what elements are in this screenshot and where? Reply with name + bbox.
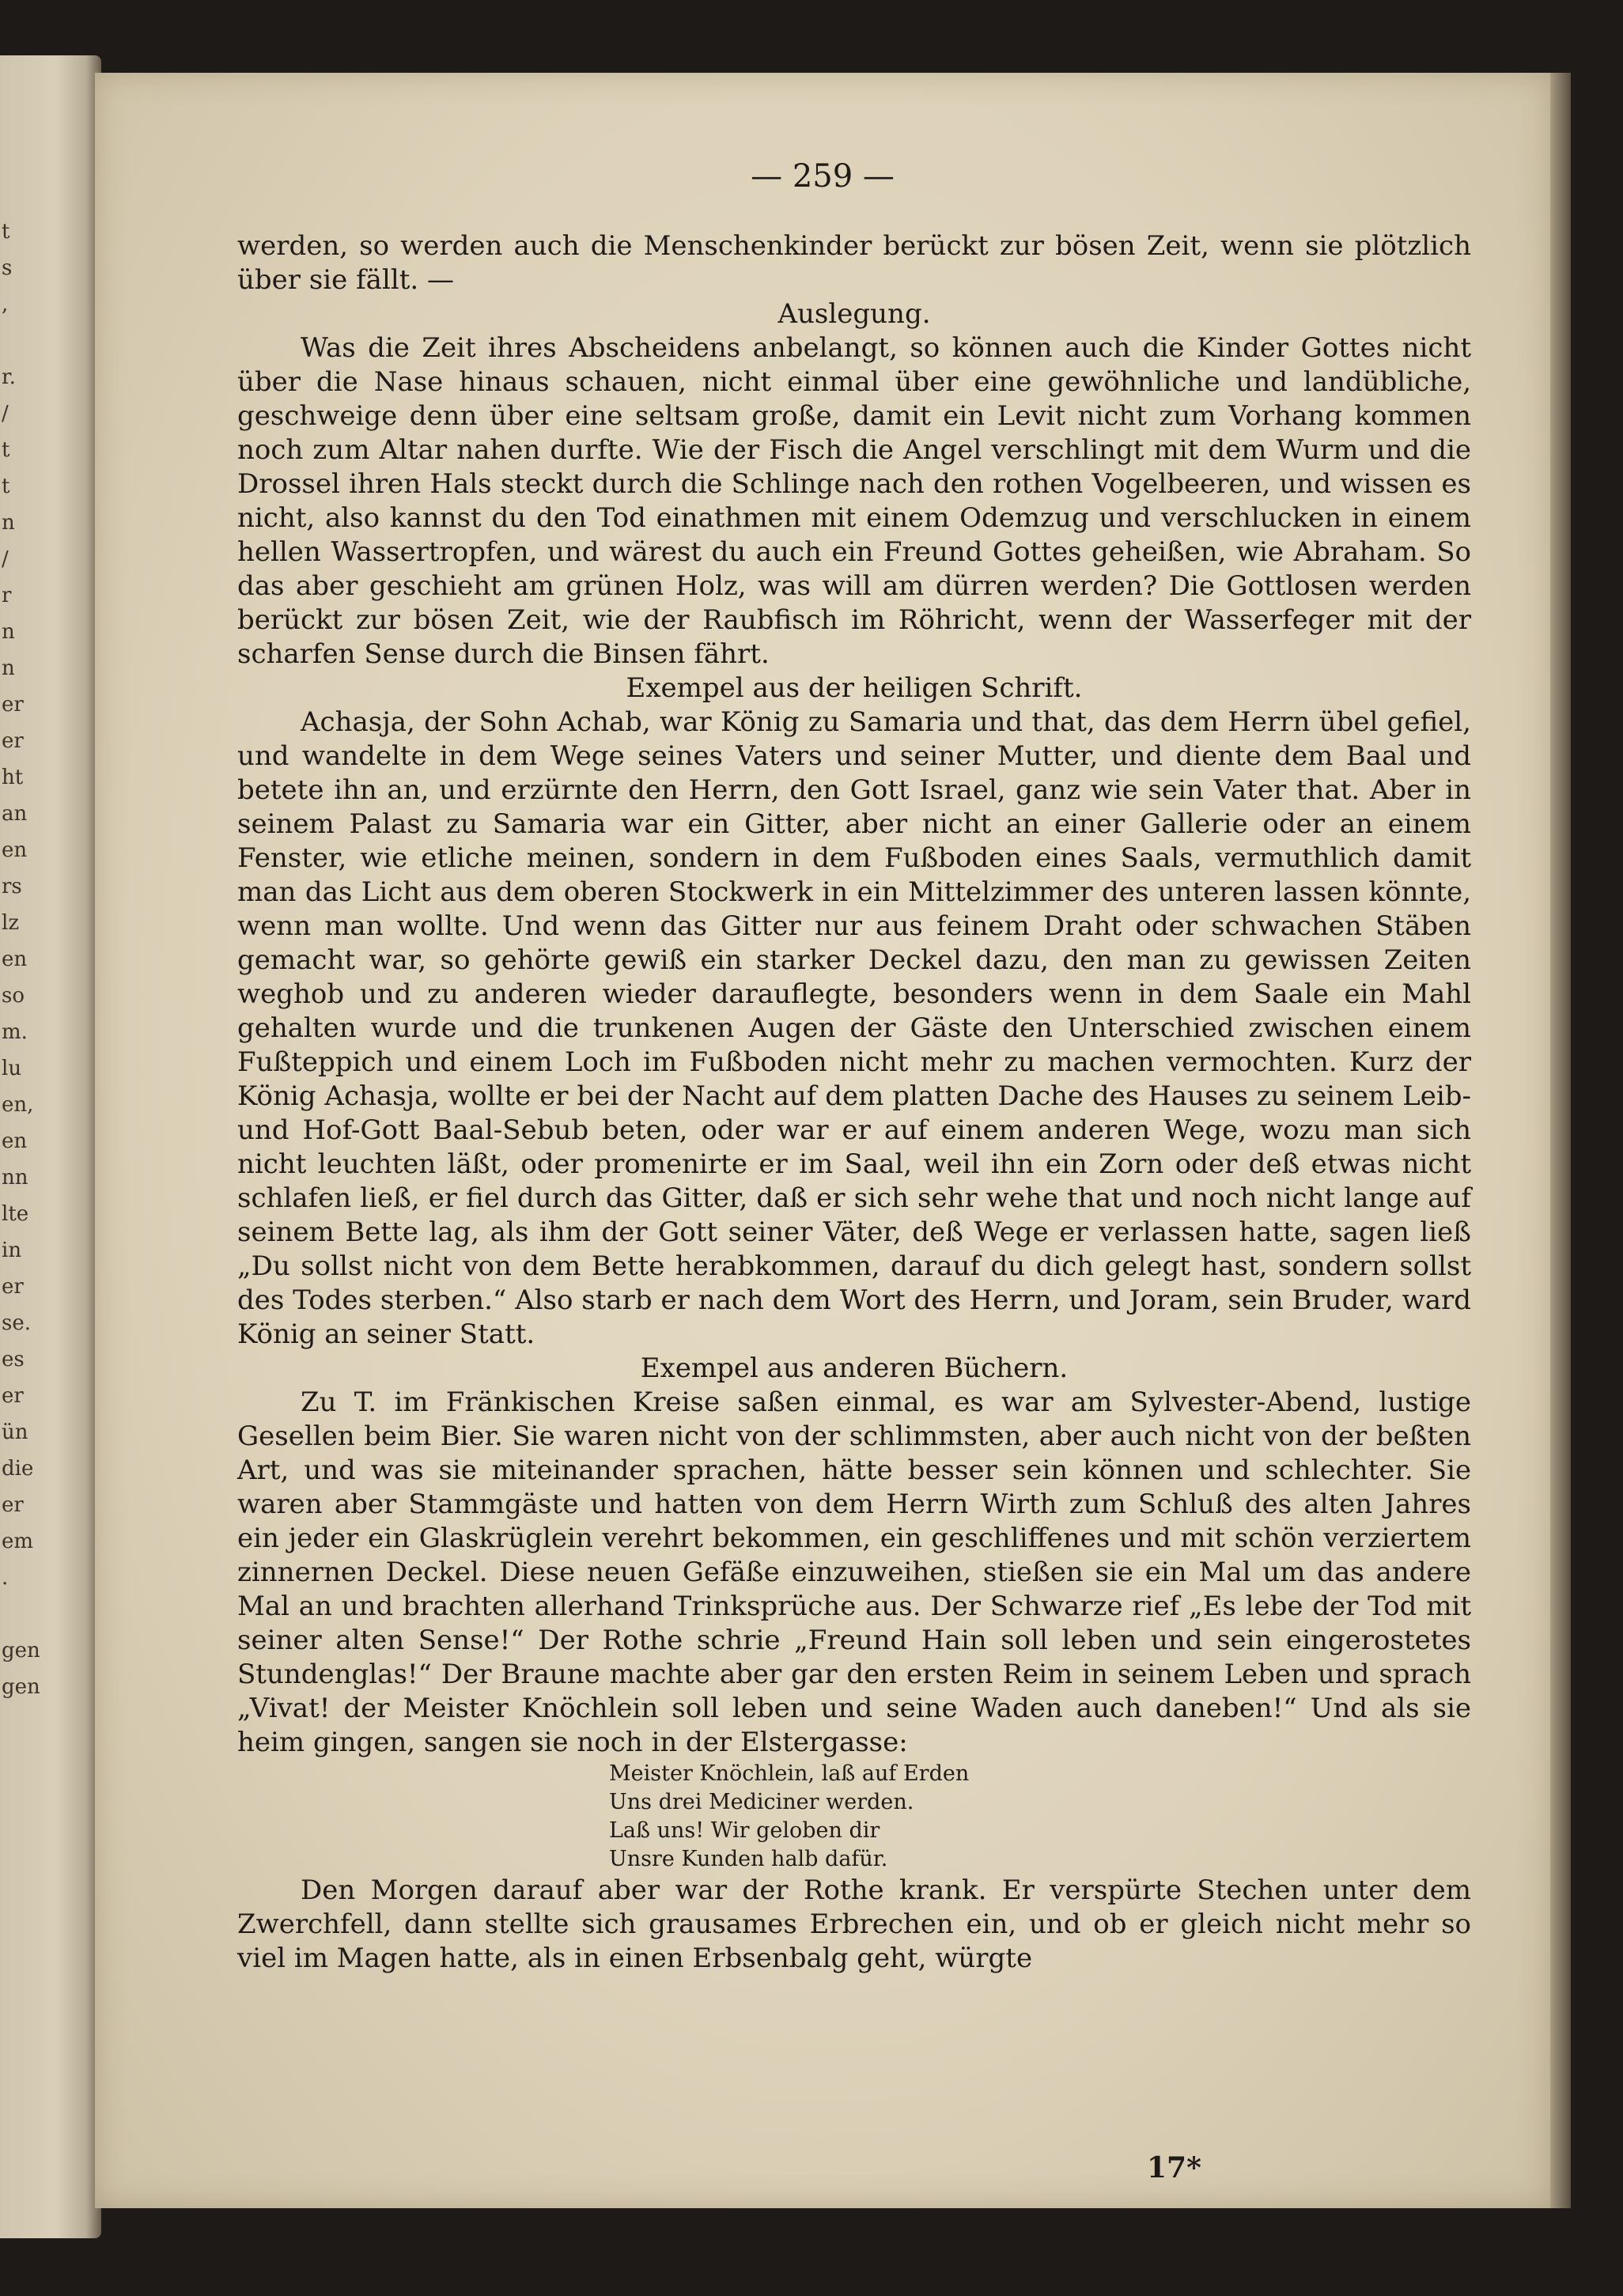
verse-line: Meister Knöchlein, laß auf Erden xyxy=(609,1761,970,1786)
verse-line: Laß uns! Wir geloben dir xyxy=(609,1818,880,1843)
book-page xyxy=(95,73,1550,2208)
page-fore-edge xyxy=(1550,73,1571,2208)
paragraph-3: Achasja, der Sohn Achab, war König zu Samaria und that, das dem Herrn übel gefiel, und wandelte in dem Wege seines Vaters und seiner Mutter, und diente dem Baal und betete ihn an, und erzürnte den Herrn, den Gott Israel, ganz wie sein Vater that. Aber in seinem Palast zu Samaria war ein Gitter, aber nicht an einer Gallerie oder an einem Fenster, wie etliche meinen, sondern in dem Fußboden eines Saals, vermuthlich damit man das Licht aus dem oberen Stockwerk in ein Mittelzimmer des unteren lassen könnte, wenn man wollte. Und wenn das Gitter nur aus feinem Draht oder schwachen Stäben gemacht war, so gehörte gewiß ein starker Deckel dazu, den man zu gewissen Zeiten weghob und zu anderen wieder darauflegte, besonders wenn in dem Saale ein Mahl gehalten wurde und die trunkenen Augen der Gäste den Unterschied zwischen einem Fußteppich und einem Loch im Fußboden nicht mehr zu machen vermochten. Kurz der König Achasja, wollte er bei der Nacht auf dem platten Dache des Hauses zu seinem Leib- und Hof-Gott Baal-Sebub beten, oder war er auf einem anderen Wege, wozu man sich nicht leuchten läßt, oder promenirte er im Saal, weil ihn ein Zorn oder deß etwas nicht schlafen ließ, er fiel durch das Gitter, daß er sich sehr wehe that und noch nicht lange auf seinem Bette lag, als ihm der Gott seiner Väter, deß Wege er verlassen hatte, sagen ließ „Du sollst nicht von dem Bette herabkommen, darauf du dich gelegt hast, sondern sollst des Todes sterben.“ Also starb er nach dem Wort des Herrn, und Joram, sein Bruder, ward König an seiner Statt. xyxy=(237,706,1471,1350)
left-page-edge xyxy=(0,55,101,2238)
signature-mark: 17* xyxy=(1147,2151,1201,2184)
verse-line: Unsre Kunden halb dafür. xyxy=(609,1847,888,1871)
page-body xyxy=(237,229,1471,1976)
paragraph-2: Was die Zeit ihres Abscheidens anbelangt, so können auch die Kinder Gottes nicht über die Nase hinaus schauen, nicht einmal über eine gewöhnliche und landübliche, geschweige denn über eine seltsam große, damit ein Levit nicht zum Vorhang kommen noch zum Altar nahen durfte. Wie der Fisch die Angel verschlingt mit dem Wurm und die Drossel ihren Hals steckt durch die Schlinge nach den rothen Vogelbeeren, und wissen es nicht, also kannst du den Tod einathmen mit einem Odemzug und verschlucken in einem hellen Wassertropfen, und wärest du auch ein Freund Gottes geheißen, wie Abraham. So das aber geschieht am grünen Holz, was will am dürren werden? Die Gottlosen werden berückt zur bösen Zeit, wie der Raubfisch im Röhricht, wenn der Wasserfeger mit der scharfen Sense durch die Binsen fährt. xyxy=(237,332,1471,670)
heading-auslegung: Auslegung. xyxy=(777,298,931,330)
verse-line: Uns drei Mediciner werden. xyxy=(609,1790,914,1814)
paragraph-1: werden, so werden auch die Menschenkinder berückt zur bösen Zeit, wenn sie plötzlich über sie fällt. — xyxy=(237,230,1471,296)
heading-exempel-buecher: Exempel aus anderen Büchern. xyxy=(640,1352,1069,1384)
left-page-edge-text: t s , r. / t t n / r n n er er ht an en rs lz en so m. lu en, en nn lte in er se. es er ün die er em . gen gen xyxy=(2,220,40,1699)
page-number: — 259 — xyxy=(751,158,895,195)
paragraph-4: Zu T. im Fränkischen Kreise saßen einmal, es war am Sylvester-Abend, lustige Gesellen beim Bier. Sie waren nicht von der schlimmsten, aber auch nicht von der beßten Art, und was sie miteinander sprachen, hätte besser sein können und schlechter. Sie waren aber Stammgäste und hatten von dem Herrn Wirth zum Schluß des alten Jahres ein jeder ein Glaskrüglein verehrt bekommen, ein geschliffenes und mit schön verziertem zinnernen Deckel. Diese neuen Gefäße einzuweihen, stießen sie ein Mal um das andere Mal an und brachten allerhand Trinksprüche aus. Der Schwarze rief „Es lebe der Tod mit seiner alten Sense!“ Der Rothe schrie „Freund Hain soll leben und sein eingerostetes Stundenglas!“ Der Braune machte aber gar den ersten Reim in seinem Leben und sprach „Vivat! der Meister Knöchlein soll leben und seine Waden auch daneben!“ Und als sie heim gingen, sangen sie noch in der Elstergasse: xyxy=(237,1386,1471,1758)
verse xyxy=(609,1760,1471,1874)
paragraph-5: Den Morgen darauf aber war der Rothe krank. Er verspürte Stechen unter dem Zwerchfell, dann stellte sich grausames Erbrechen ein, und ob er gleich nicht mehr so viel im Magen hatte, als in einen Erbsenbalg geht, würgte xyxy=(237,1874,1471,1974)
heading-exempel-schrift: Exempel aus der heiligen Schrift. xyxy=(626,672,1083,704)
